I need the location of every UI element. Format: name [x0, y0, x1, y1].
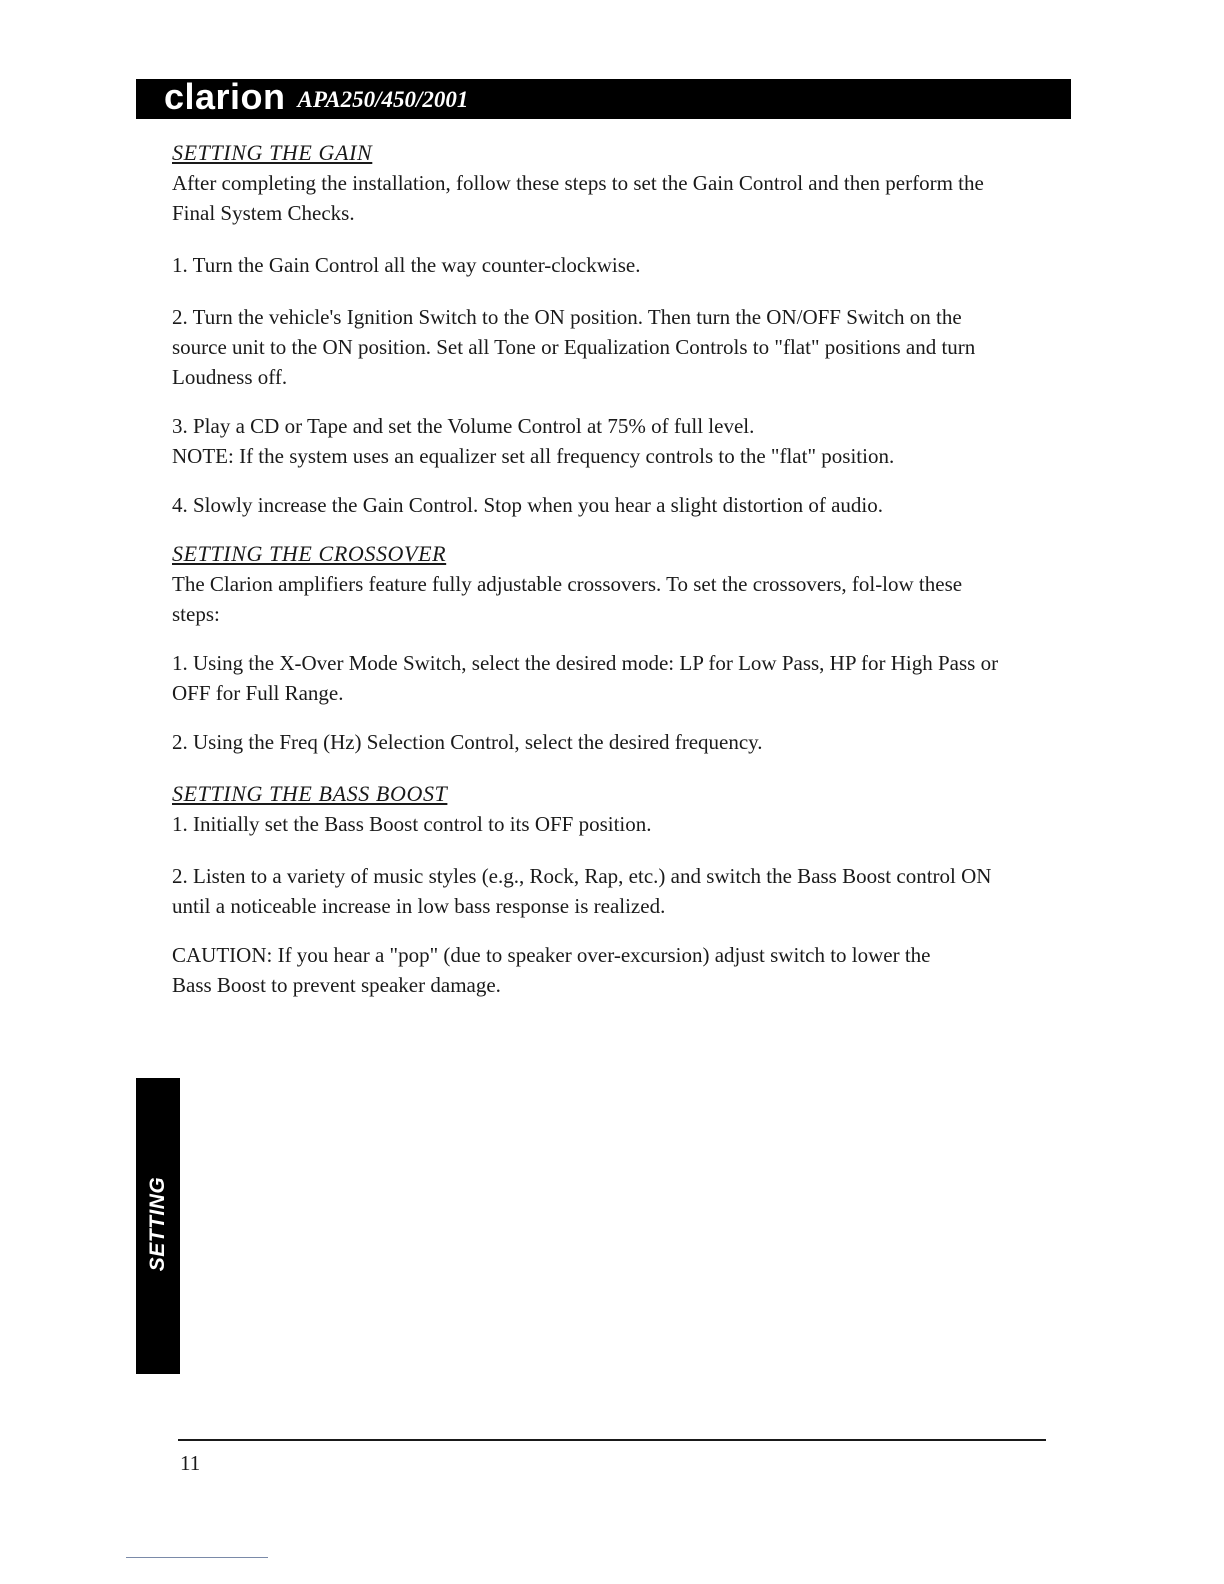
gain-step-4: 4. Slowly increase the Gain Control. Stop when you hear a slight distortion of audio. — [172, 493, 883, 517]
model-number: APA250/450/2001 — [297, 86, 469, 112]
side-tab-label: SETTING — [146, 1176, 169, 1272]
crossover-step-1: 1. Using the X-Over Mode Switch, select the desired mode: LP for Low Pass, HP for High Pass or OFF for Full Range. — [172, 651, 999, 705]
gain-note: NOTE: If the system uses an equalizer set all frequency controls to the "flat" position. — [172, 444, 895, 468]
gain-step-3: 3. Play a CD or Tape and set the Volume Control at 75% of full level. — [172, 414, 755, 438]
header-bar — [136, 76, 1071, 119]
section-side-tab — [136, 1078, 180, 1374]
scan-edge-mark — [126, 1557, 268, 1558]
page-number: 11 — [180, 1451, 201, 1475]
bass-boost-step-2: 2. Listen to a variety of music styles (e.g., Rock, Rap, etc.) and switch the Bass Boost control ON until a noticeable increase in low bass response is realized. — [172, 864, 992, 918]
gain-step-1: 1. Turn the Gain Control all the way counter-clockwise. — [172, 253, 641, 277]
heading-setting-bass-boost: SETTING THE BASS BOOST — [172, 781, 448, 806]
heading-setting-crossover: SETTING THE CROSSOVER — [172, 541, 447, 566]
crossover-step-2: 2. Using the Freq (Hz) Selection Control, select the desired frequency. — [172, 730, 763, 754]
bass-boost-caution: CAUTION: If you hear a "pop" (due to speaker over-excursion) adjust switch to lower the Bass Boost to prevent speaker damage. — [172, 943, 931, 997]
footer-divider — [178, 1439, 1046, 1441]
page-content — [172, 138, 1022, 1000]
gain-step-2: 2. Turn the vehicle's Ignition Switch to the ON position. Then turn the ON/OFF Switch on the source unit to the ON position. Set all Tone or Equalization Controls to "flat" positions and turn Loudness off. — [172, 305, 976, 389]
heading-setting-gain: SETTING THE GAIN — [172, 140, 373, 165]
crossover-intro: The Clarion amplifiers feature fully adjustable crossovers. To set the crossovers, fol-low these steps: — [172, 572, 963, 626]
brand-logo: clarion — [164, 76, 286, 117]
bass-boost-step-1: 1. Initially set the Bass Boost control to its OFF position. — [172, 812, 652, 836]
gain-intro: After completing the installation, follow these steps to set the Gain Control and then perform the Final System Checks. — [172, 171, 984, 225]
